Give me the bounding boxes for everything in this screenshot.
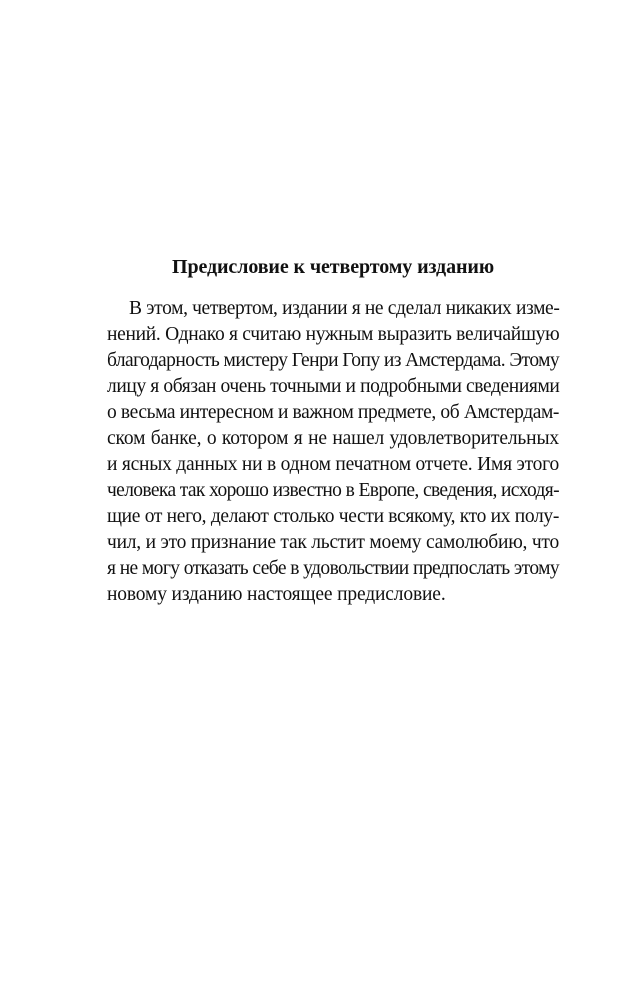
preface-section [107,253,559,608]
text-line: чил, и это признание так льстит моему самолюбию, что [107,532,559,553]
text-line: и ясных данных ни в одном печатном отчете. Имя этого [107,454,559,475]
text-line: новому изданию настоящее предисловие. [107,584,446,605]
preface-body [107,296,559,608]
text-line: благодарность мистеру Генри Гопу из Амстердама. Этому [107,350,560,371]
text-line: я не могу отказать себе в удовольствии предпослать этому [107,558,559,579]
text-line: щие от него, делают столько чести всякому, кто их полу- [107,506,559,527]
text-line: В этом, четвертом, издании я не сделал никаких изме- [129,298,560,319]
preface-title: Предисловие к четвертому изданию [171,256,495,278]
text-line: ском банке, о котором я не нашел удовлетворительных [107,428,559,449]
text-line: человека так хорошо известно в Европе, сведения, исходя- [107,480,559,501]
text-line: лицу я обязан очень точными и подробными сведениями [107,376,560,397]
text-line: о весьма интересном и важном предмете, об Амстердам- [107,402,559,423]
text-line: нений. Однако я считаю нужным выразить величайшую [107,324,560,345]
